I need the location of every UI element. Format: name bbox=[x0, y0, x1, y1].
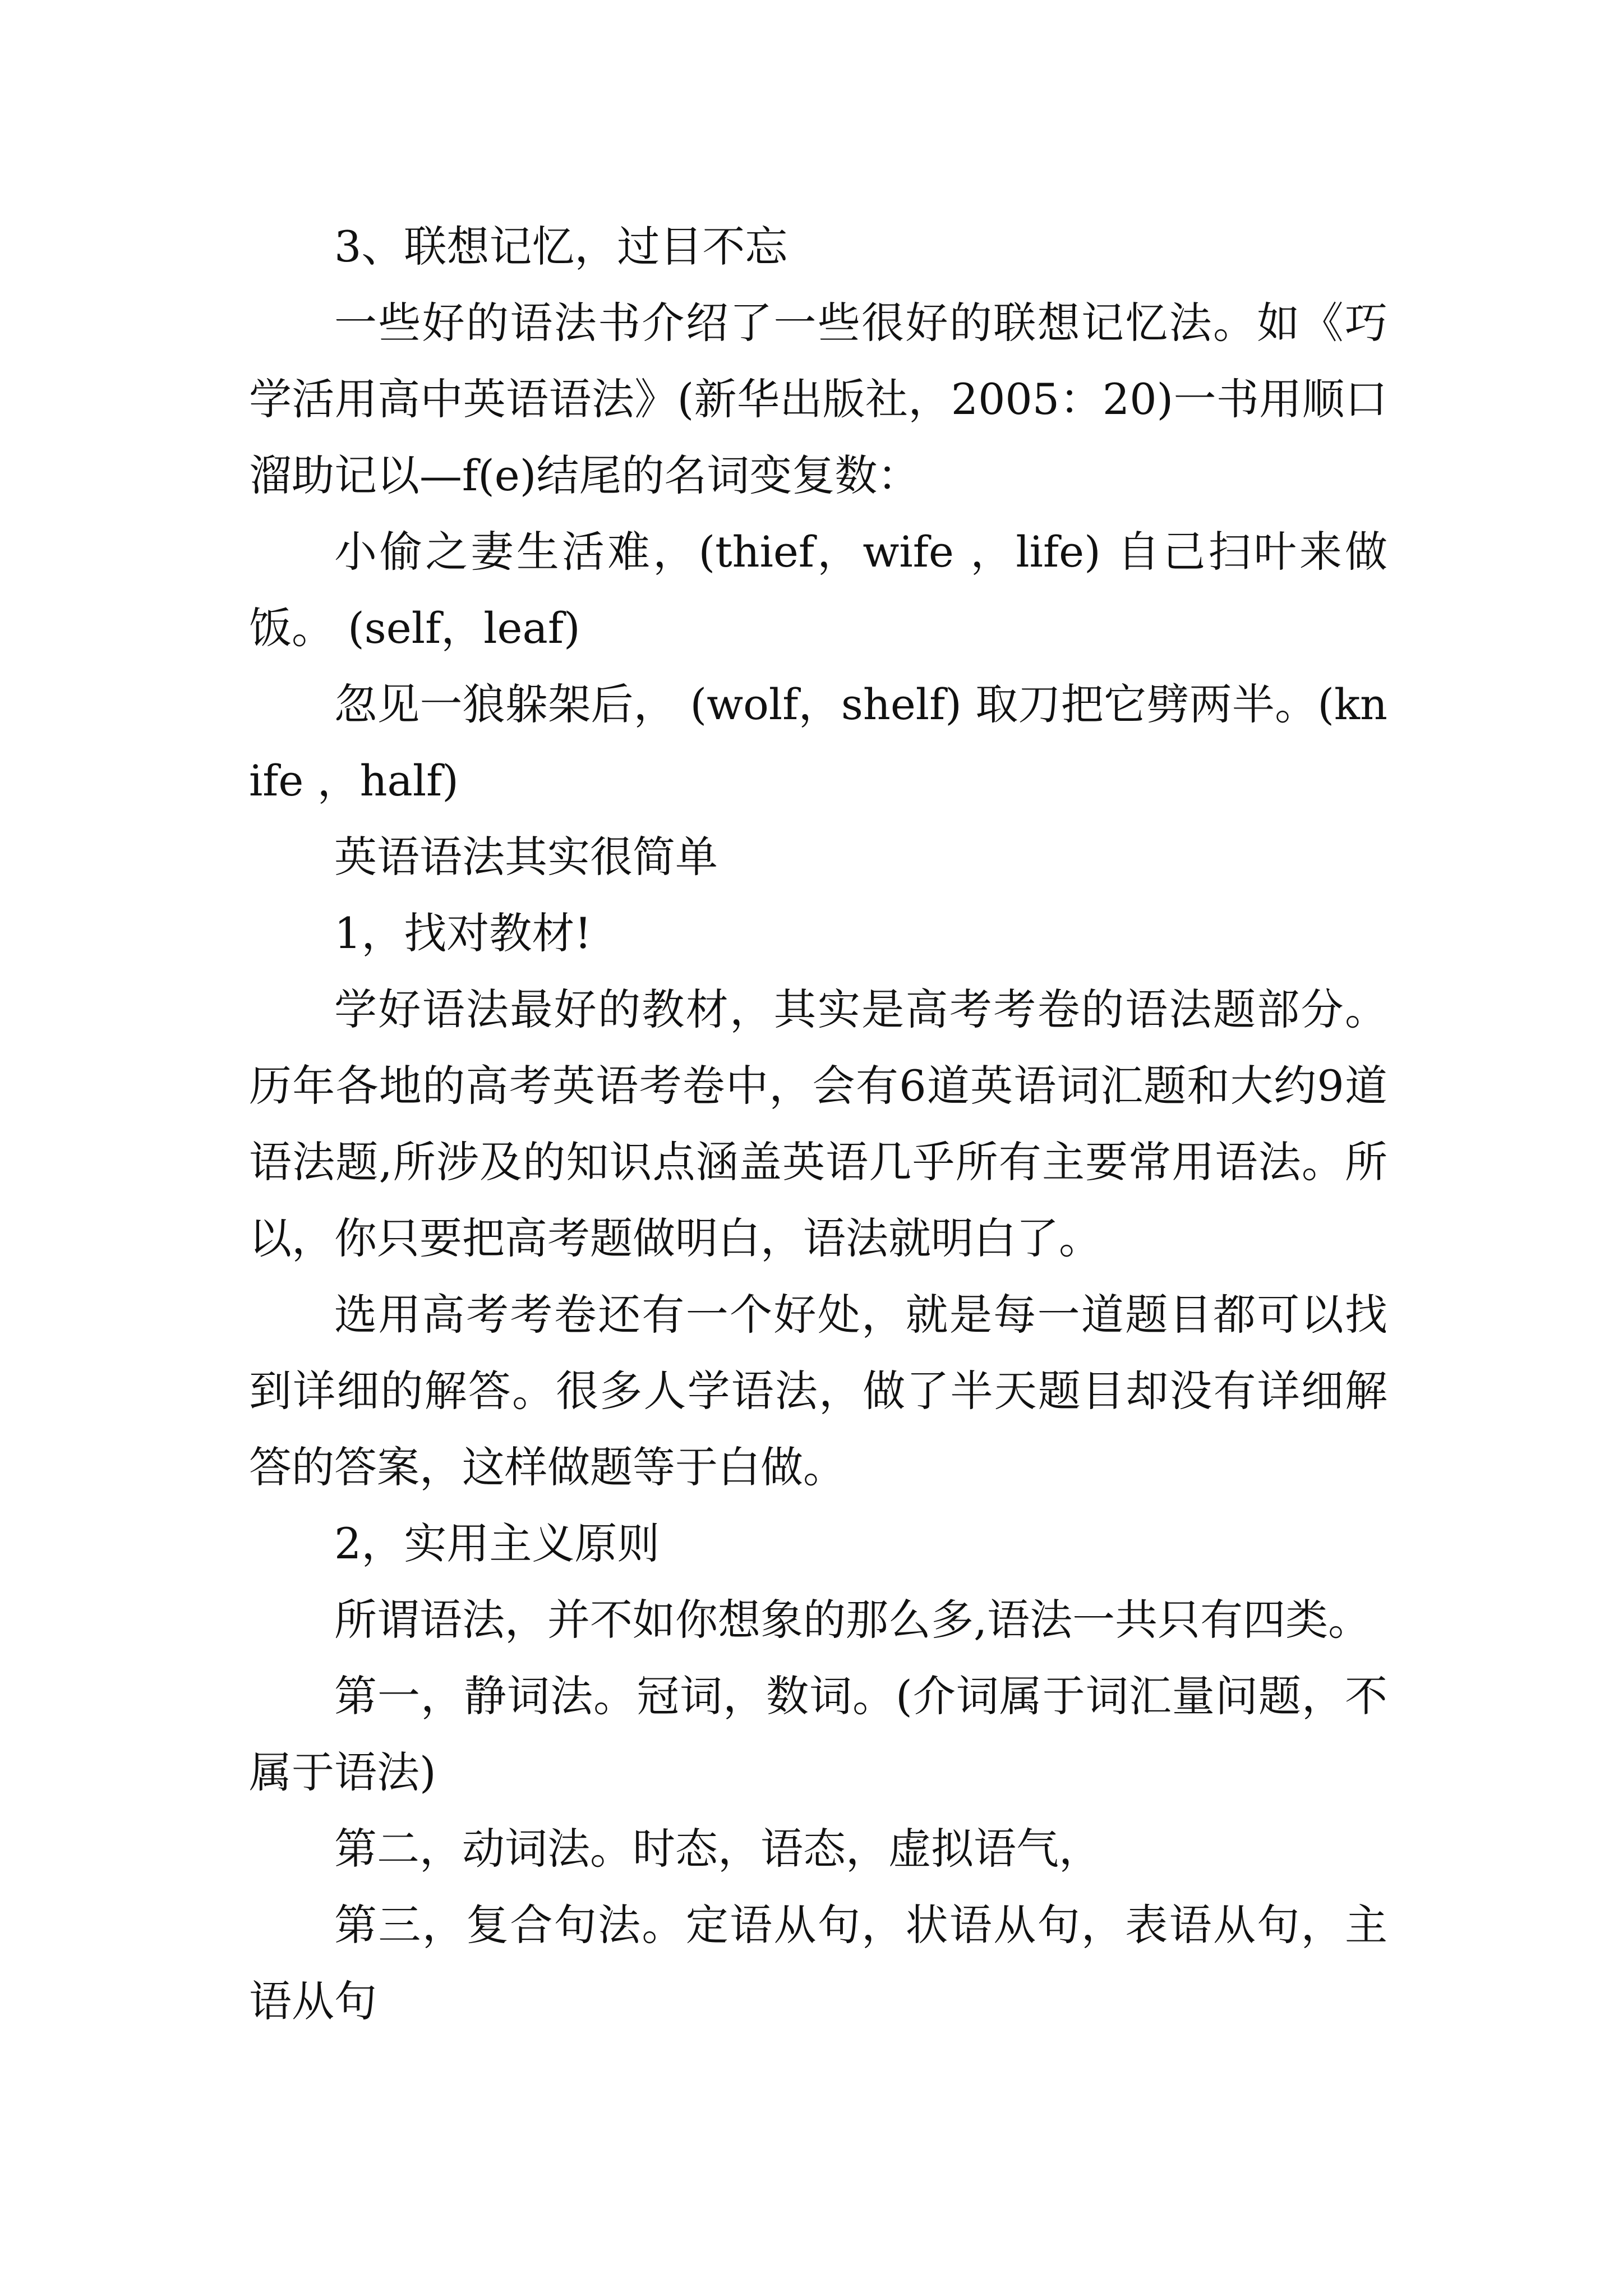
section-heading-association-memory: 3、联想记忆，过目不忘 bbox=[334, 222, 788, 272]
document-body bbox=[249, 209, 1387, 2040]
section-heading-grammar-simple: 英语语法其实很简单 bbox=[334, 832, 718, 882]
paragraph-second-category: 第二，动词法。时态，语态，虚拟语气， bbox=[334, 1824, 1101, 1874]
paragraph-exam-papers: 学好语法最好的教材，其实是高考考卷的语法题部分。历年各地的高考英语考卷中，会有6道英语词汇题和大约9道语法题,所涉及的知识点涵盖英语几乎所有主要常用语法。所以，你只要把高考题做明白，语法就明白了。 bbox=[249, 984, 1387, 1263]
paragraph-rhyme-line-2: 忽见一狼躲架后， (wolf，shelf) 取刀把它劈两半。(knife ，half) bbox=[249, 679, 1387, 806]
subheading-find-textbook: 1，找对教材! bbox=[334, 908, 592, 958]
paragraph-detailed-answers: 选用高考考卷还有一个好处，就是每一道题目都可以找到详细的解答。很多人学语法，做了半天题目却没有详细解答的答案，这样做题等于白做。 bbox=[249, 1290, 1387, 1492]
paragraph-grammar-books: 一些好的语法书介绍了一些很好的联想记忆法。如《巧学活用高中英语语法》(新华出版社，2005：20)一书用顺口溜助记以—f(e)结尾的名词变复数： bbox=[249, 298, 1387, 500]
paragraph-third-category: 第三，复合句法。定语从句，状语从句，表语从句，主语从句 bbox=[249, 1900, 1387, 2026]
subheading-pragmatism: 2，实用主义原则 bbox=[334, 1519, 660, 1568]
paragraph-first-category: 第一，静词法。冠词，数词。(介词属于词汇量问题，不属于语法) bbox=[249, 1671, 1387, 1797]
paragraph-four-categories: 所谓语法，并不如你想象的那么多,语法一共只有四类。 bbox=[334, 1595, 1371, 1645]
paragraph-rhyme-line-1: 小偷之妻生活难，(thief，wife ，life) 自己扫叶来做饭。 (self，leaf) bbox=[249, 527, 1387, 653]
